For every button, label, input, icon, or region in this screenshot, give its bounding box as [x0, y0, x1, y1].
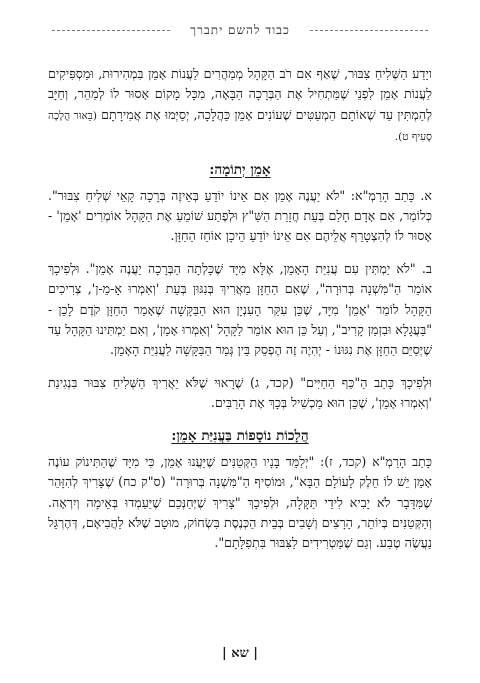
paragraph-intro-reference: (בֵּאוּר הֲלָכָה סָעִיף ט).	[48, 109, 432, 144]
paragraph-alef: א. כָּתַב הָרַמְ"א: "לֹא יַעֲנֶה אָמֵן אִם אֵינוֹ יוֹדֵעַ בְּאֵיזֶה בְּרָכָה קָאֵי שְׁלִיחַ צִבּוּר". כְּלוֹמַר, אִם אָדָם חָלַם בְּעֵת חֲזָרַת הַשַּׁ"ץ וּלְפֶתַע שׁוֹמֵעַ אֶת הַקָּהָל אוֹמְרִים 'אָמֵן' - אָסוּר לוֹ לְהִצְטָרֵף אֲלֵיהֶם אִם אֵינוֹ יוֹדֵעַ הֵיכָן אוֹחֵז הַחַזָּן.	[48, 187, 432, 244]
section-heading-additional-laws: הֲלָכוֹת נוֹסָפוֹת בַּעֲנִיַּת אָמֵן:	[171, 427, 309, 444]
paragraph-intro-text: ויֵדַע הַשְּׁלִיחַ צִבּוּר, שֶׁאַף אִם רֹב הַקָּהָל מְמַהֲרִים לַעֲנוֹת אָמֵן בִּמְהִירוּת, וּמַסְפִּיקִים לַעֲנוֹת אָמֵן לִפְנֵי שֶׁמַּתְחִיל אֶת הַבְּרָכָה הַבָּאָה, מִכָּל מָקוֹם אָסוּר לוֹ לְמַהֵר, וְחַיָּב לְהַמְתִּין עַד שֶׁאוֹתָם הַמְעַטִּים שֶׁעוֹנִים אָמֵן כַּהֲלָכָה, יְסַיְּמוּ אֶת אֲמִירָתָם	[48, 66, 432, 122]
header-title: כבוד להשם יתברך	[190, 23, 290, 37]
paragraph-kaf-hachaim: וּלְפִיכָךְ כָּתַב הַ"כַּף הַחַיִּים" (קכד, ג) שֶׁרָאוּי שֶׁלֹּא יַאֲרִיךְ הַשְּׁלִיחַ צִבּוּר בִּנְגִינַת 'וְאִמְרוּ אָמֵן', שֶׁכֵּן הוּא מַכְשִׁיל בְּכָךְ אֶת הָרַבִּים.	[48, 374, 432, 411]
paragraph-children: כָּתַב הָרַמְ"א (קכד, ז): "יְלַמֵּד בָּנָיו הַקְּטַנִּים שֶׁיַּעֲנוּ אָמֵן, כִּי מִיָּד שֶׁהַתִּינוֹק עוֹנֶה אָמֵן יֵשׁ לוֹ חֵלֶק לָעוֹלָם הַבָּא", וּמוֹסִיף הַ"מִּשְׁנָה בְּרוּרָה" (ס"ק כח) שֶׁצָּרִיךְ לְהִזָּהֵר שֶׁמִּדָּבָר לֹא יָבִיא לִידֵי תַּקָּלָה, וּלְפִיכָךְ "צָרִיךְ שֶׁיְּחַנְּכֵם שֶׁיַּעַמְדוּ בְּאֵימָה וְיִרְאָה. וְהַקְּטַנִּים בְּיוֹתֵר, הָרָצִים וְשָׁבִים בְּבֵית הַכְּנֶסֶת בִּשְׂחוֹק, מוּטָב שֶׁלֹּא לַהֲבִיאָם, דְּהֶרְגֵּל נַעֲשֶׂה טֶבַע. וְגַם שֶׁמַּטְרִידִים לַצִּבּוּר בִּתְפִלָּתָם".	[48, 453, 432, 551]
running-header	[52, 22, 428, 38]
paragraph-bet: ב. "לֹא יַמְתִּין עִם עֲנִיַּת הָאָמֵן, אֶלָּא מִיָּד שֶׁכָּלְתָה הַבְּרָכָה יַעֲנֶה אָמֵן". וּלְפִיכָךְ אוֹמֵר הַ"מִּשְׁנָה בְּרוּרָה", שֶׁאִם הַחַזָּן מַאֲרִיךְ בְּנִגּוּן בְּעֵת 'וְאִמְרוּ אָ-מֵ-ן', צְרִיכִים הַקָּהָל לוֹמַר 'אָמֵן' מִיָּד, שֶׁכֵּן עִקַּר הָעִנְיָן הוּא הַבַּקָּשָׁה שֶׁאָמַר הַחַזָּן קֹדֶם לָכֵן - "בַּעֲגָלָא וּבִזְמַן קָרִיב", וְעַל כֵּן הוּא אוֹמֵר לַקָּהָל 'וְאִמְרוּ אָמֵן', וְאִם יַמְתִּינוּ הַקָּהָל עַד שֶׁיְּסַיֵּם הַחַזָּן אֶת נִגּוּנוֹ - יְהִיֶה זֶה הֶפְסֵק בֵּין גְּמַר הַבַּקָּשָׁה לַעֲנִיַּת הָאָמֵן.	[48, 260, 432, 358]
page-number: | שא |	[221, 646, 259, 661]
header-rule-left	[52, 30, 170, 31]
section-heading-amen-yetoma: אָמֵן יְתוֹמָה:	[209, 161, 271, 178]
page-body	[48, 64, 432, 566]
paragraph-intro	[48, 64, 432, 148]
